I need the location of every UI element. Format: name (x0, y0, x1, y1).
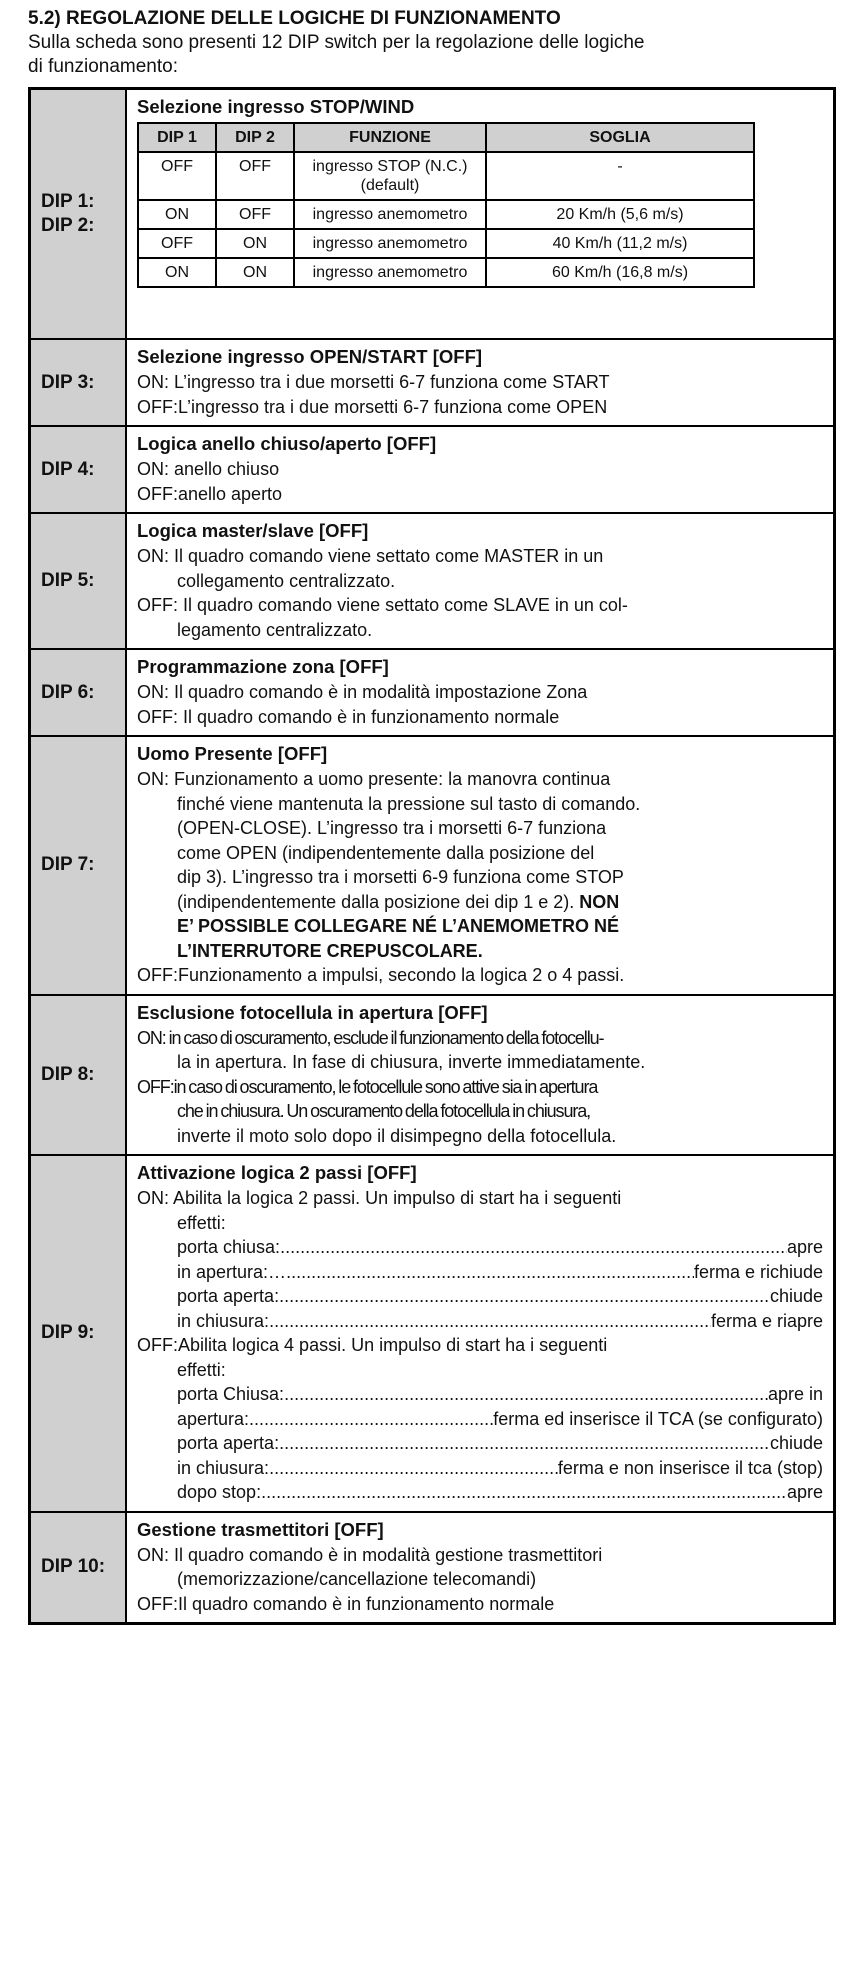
dip-label: DIP 7: (30, 736, 127, 995)
dip-content: Logica anello chiuso/aperto [OFF] ON: anello chiuso OFF:anello aperto (126, 426, 835, 513)
dip-label: DIP 5: (30, 513, 127, 649)
table-header: SOGLIA (486, 123, 754, 152)
dip-title: Selezione ingresso OPEN/START [OFF] (137, 346, 483, 367)
list-item: porta aperta: ..... chiude (137, 1431, 823, 1456)
table-header: DIP 1 (138, 123, 216, 152)
list-item: apertura: ..... ferma ed inserisce il TCA (se configurato) (137, 1407, 823, 1432)
table-row: OFF OFF ingresso STOP (N.C.) (default) - (138, 152, 754, 200)
dip-row-1-2 (30, 89, 835, 340)
list-item: in chiusura: ..... ferma e riapre (137, 1309, 823, 1334)
dip-row-4 (30, 426, 835, 513)
table-row: ON ON ingresso anemometro 60 Km/h (16,8 m/s) (138, 258, 754, 287)
dip-row-3 (30, 339, 835, 426)
dip-title: Attivazione logica 2 passi [OFF] (137, 1162, 417, 1183)
dip-label: DIP 4: (30, 426, 127, 513)
list-item: porta aperta: ..... chiude (137, 1284, 823, 1309)
dip-row-7 (30, 736, 835, 995)
dip-label: DIP 9: (30, 1155, 127, 1512)
manual-page (28, 0, 836, 1625)
dip-content: Attivazione logica 2 passi [OFF] ON: Abilita la logica 2 passi. Un impulso di start ha i seguenti effetti: porta chiusa: ..... apre in apertura:… ..... ferma e richiude porta aperta: ..... chiude in chiusura: ..... ferma e riapre OFF:Abilita logica 4 passi. Un impulso di start ha i seguenti effetti: porta Chiusa: ..... apre in apertura: ..... ferma ed inserisce il TCA (se configurato) porta aperta: ..... chiude in chiusura: ..... ferma e non inserisce il tca (stop) dopo stop: ..... apre (126, 1155, 835, 1512)
list-item: porta Chiusa: ..... apre in (137, 1382, 823, 1407)
dip-content: Gestione trasmettitori [OFF] ON: Il quadro comando è in modalità gestione trasmettitori (memorizzazione/cancellazione telecomandi) OFF:Il quadro comando è in funzionamento normale (126, 1512, 835, 1624)
dip-title: Programmazione zona [OFF] (137, 656, 389, 677)
dip-content: Uomo Presente [OFF] ON: Funzionamento a uomo presente: la manovra continua finché viene mantenuta la pressione sul tasto di comando. (OPEN-CLOSE). L’ingresso tra i morsetti 6-7 funziona come OPEN (indipendentemente dalla posizione del dip 3). L’ingresso tra i morsetti 6-9 funziona come STOP (indipendentemente dalla posizione dei dip 1 e 2). NON E’ POSSIBLE COLLEGARE NÉ L’ANEMOMETRO NÉ L’INTERRUTORE CREPUSCOLARE. OFF:Funzionamento a impulsi, secondo la logica 2 o 4 passi. (126, 736, 835, 995)
dip-row-10 (30, 1512, 835, 1624)
dip-label: DIP 10: (30, 1512, 127, 1624)
section-title: 5.2) REGOLAZIONE DELLE LOGICHE DI FUNZIONAMENTO (28, 8, 561, 29)
dip-label: DIP 6: (30, 649, 127, 736)
dip-row-8 (30, 995, 835, 1156)
dip-switch-table (28, 87, 836, 1625)
stop-wind-table (137, 122, 755, 288)
table-header: DIP 2 (216, 123, 294, 152)
list-item: in apertura:… ..... ferma e richiude (137, 1260, 823, 1285)
dip-content: Esclusione fotocellula in apertura [OFF] ON: in caso di oscuramento, esclude il funzionamento della fotocellu- la in apertura. In fase di chiusura, inverte immediatamente. OFF:in caso di oscuramento, le fotocellule sono attive sia in apertura che in chiusura. Un oscuramento della fotocellula in chiusura, inverte il moto solo dopo il disimpegno della fotocellula. (126, 995, 835, 1156)
list-item: dopo stop: ..... apre (137, 1480, 823, 1505)
dip-title: Uomo Presente [OFF] (137, 743, 328, 764)
dip-label: DIP 3: (30, 339, 127, 426)
table-row: OFF ON ingresso anemometro 40 Km/h (11,2 m/s) (138, 229, 754, 258)
dip-content: Selezione ingresso OPEN/START [OFF] ON: L’ingresso tra i due morsetti 6-7 funziona come START OFF:L’ingresso tra i due morsetti 6-7 funziona come OPEN (126, 339, 835, 426)
dip-content: Programmazione zona [OFF] ON: Il quadro comando è in modalità impostazione Zona OFF: Il quadro comando è in funzionamento normale (126, 649, 835, 736)
dip-content: Logica master/slave [OFF] ON: Il quadro comando viene settato come MASTER in un collegamento centralizzato. OFF: Il quadro comando viene settato come SLAVE in un col- legamento centralizzato. (126, 513, 835, 649)
dip-title: Selezione ingresso STOP/WIND (137, 96, 415, 117)
intro-text: Sulla scheda sono presenti 12 DIP switch per la regolazione delle logiche di funzionamento: (28, 32, 645, 77)
list-item: porta chiusa: ..... apre (137, 1235, 823, 1260)
dip-title: Esclusione fotocellula in apertura [OFF] (137, 1001, 488, 1023)
dip-title: Logica anello chiuso/aperto [OFF] (137, 433, 437, 454)
dip-label: DIP 8: (30, 995, 127, 1156)
dip-row-6 (30, 649, 835, 736)
list-item: in chiusura: ..... ferma e non inserisce il tca (stop) (137, 1456, 823, 1481)
table-header: FUNZIONE (294, 123, 486, 152)
table-row: ON OFF ingresso anemometro 20 Km/h (5,6 m/s) (138, 200, 754, 229)
dip-title: Gestione trasmettitori [OFF] (137, 1518, 384, 1540)
dip-row-5 (30, 513, 835, 649)
dip-label: DIP 1: DIP 2: (30, 89, 127, 340)
dip-row-9 (30, 1155, 835, 1512)
dip-title: Logica master/slave [OFF] (137, 520, 369, 541)
dip-content (126, 89, 835, 340)
